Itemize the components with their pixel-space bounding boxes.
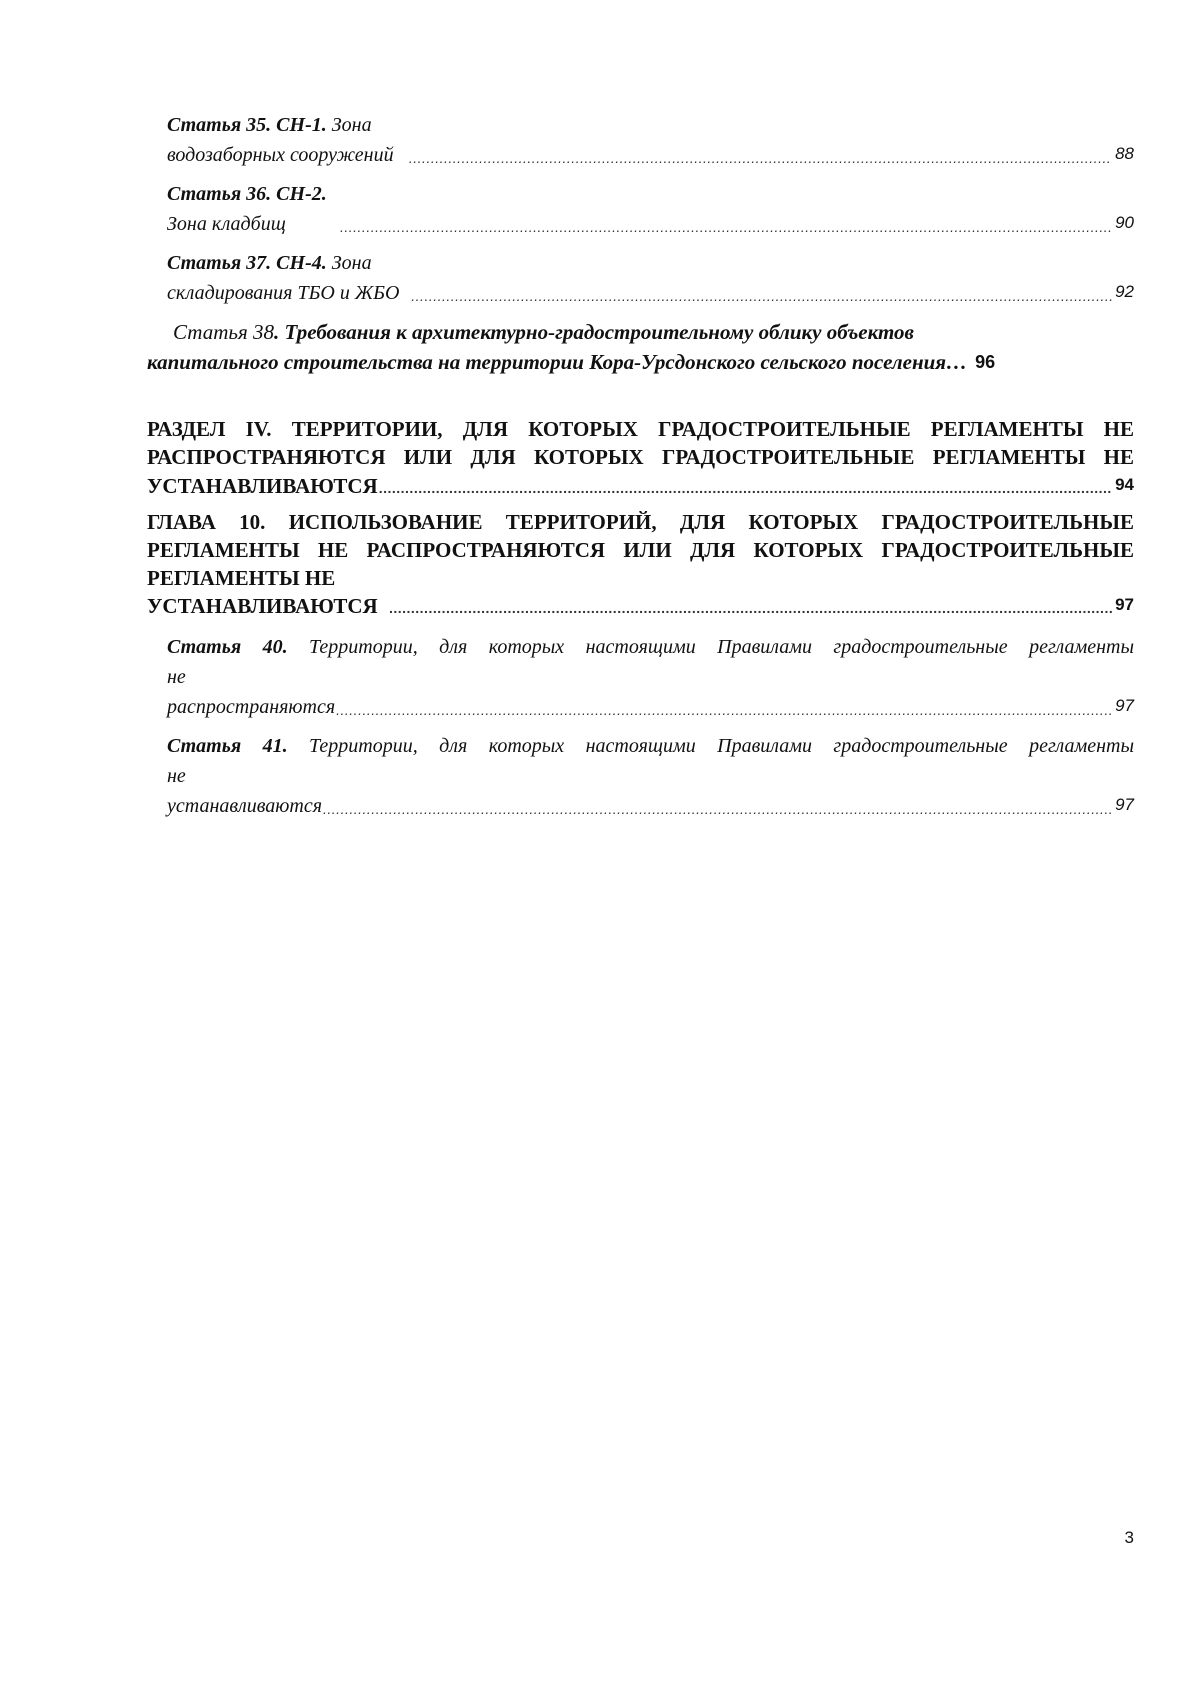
section-4-line3: УСТАНАВЛИВАЮТСЯ (147, 474, 378, 498)
article-35-title: Зона водозаборных сооружений (167, 114, 394, 166)
article-38-prefix: Статья 38 (173, 320, 274, 344)
dot-leader (340, 220, 1112, 239)
article-41-title-line1: Территории, для которых настоящими Правилами градостроительные регламенты (287, 735, 1134, 757)
article-37-lead: Статья 37. СН-4. (167, 252, 327, 274)
section-4-page: 94 (1115, 475, 1134, 494)
article-41-page: 97 (1115, 795, 1134, 814)
toc-entry-article-41[interactable] (147, 731, 1134, 821)
chapter-10-line2: РЕГЛАМЕНТЫ НЕ РАСПРОСТРАНЯЮТСЯ ИЛИ ДЛЯ КОТОРЫХ ГРАДОСТРОИТЕЛЬНЫЕ (147, 538, 1134, 562)
section-4-line2: РАСПРОСТРАНЯЮТСЯ ИЛИ ДЛЯ КОТОРЫХ ГРАДОСТРОИТЕЛЬНЫЕ РЕГЛАМЕНТЫ НЕ (147, 445, 1134, 469)
dot-leader (409, 151, 1112, 170)
chapter-10-line1: ГЛАВА 10. ИСПОЛЬЗОВАНИЕ ТЕРРИТОРИЙ, ДЛЯ КОТОРЫХ ГРАДОСТРОИТЕЛЬНЫЕ (147, 510, 1134, 534)
toc-entry-chapter-10[interactable] (147, 508, 1134, 620)
dot-leader (411, 289, 1112, 308)
dot-leader (389, 601, 1112, 620)
article-37-page: 92 (1115, 282, 1134, 301)
toc-entry-article-38[interactable] (147, 317, 1134, 377)
table-of-contents (147, 110, 1134, 830)
chapter-10-page: 97 (1115, 595, 1134, 614)
toc-entry-section-4[interactable] (147, 415, 1134, 500)
article-41-lead: Статья 41. (167, 735, 288, 757)
article-37-title: Зона складирования ТБО и ЖБО (167, 252, 400, 304)
article-38-title-line1: . Требования к архитектурно-градостроительному облику объектов (273, 320, 914, 344)
toc-entry-article-36[interactable] (147, 179, 1134, 239)
toc-entry-article-37[interactable] (147, 248, 1134, 308)
article-36-page: 90 (1115, 213, 1134, 232)
dot-leader (336, 703, 1112, 722)
article-40-title-line2: не распространяются (167, 666, 336, 718)
article-36-lead: Статья 36. СН-2. (167, 183, 327, 205)
chapter-10-line3: РЕГЛАМЕНТЫ НЕ УСТАНАВЛИВАЮТСЯ (147, 566, 378, 618)
article-38-title-line2: капитального строительства на территории Кора-Урсдонского сельского поселения… (147, 350, 968, 374)
article-41-title-line2: не устанавливаются (167, 765, 323, 817)
article-36-title: Зона кладбищ (167, 213, 286, 235)
section-4-line1: РАЗДЕЛ IV. ТЕРРИТОРИИ, ДЛЯ КОТОРЫХ ГРАДОСТРОИТЕЛЬНЫЕ РЕГЛАМЕНТЫ НЕ (147, 417, 1134, 441)
article-40-page: 97 (1115, 696, 1134, 715)
article-40-title-line1: Территории, для которых настоящими Правилами градостроительные регламенты (287, 636, 1134, 658)
page-number: 3 (1124, 1528, 1134, 1547)
toc-entry-article-40[interactable] (147, 632, 1134, 722)
toc-entry-article-35[interactable] (147, 110, 1134, 170)
article-38-page: 96 (975, 352, 996, 372)
article-35-page: 88 (1115, 144, 1134, 163)
dot-leader (379, 481, 1112, 500)
article-35-lead: Статья 35. СН-1. (167, 114, 327, 136)
article-40-lead: Статья 40. (167, 636, 288, 658)
dot-leader (323, 802, 1112, 821)
